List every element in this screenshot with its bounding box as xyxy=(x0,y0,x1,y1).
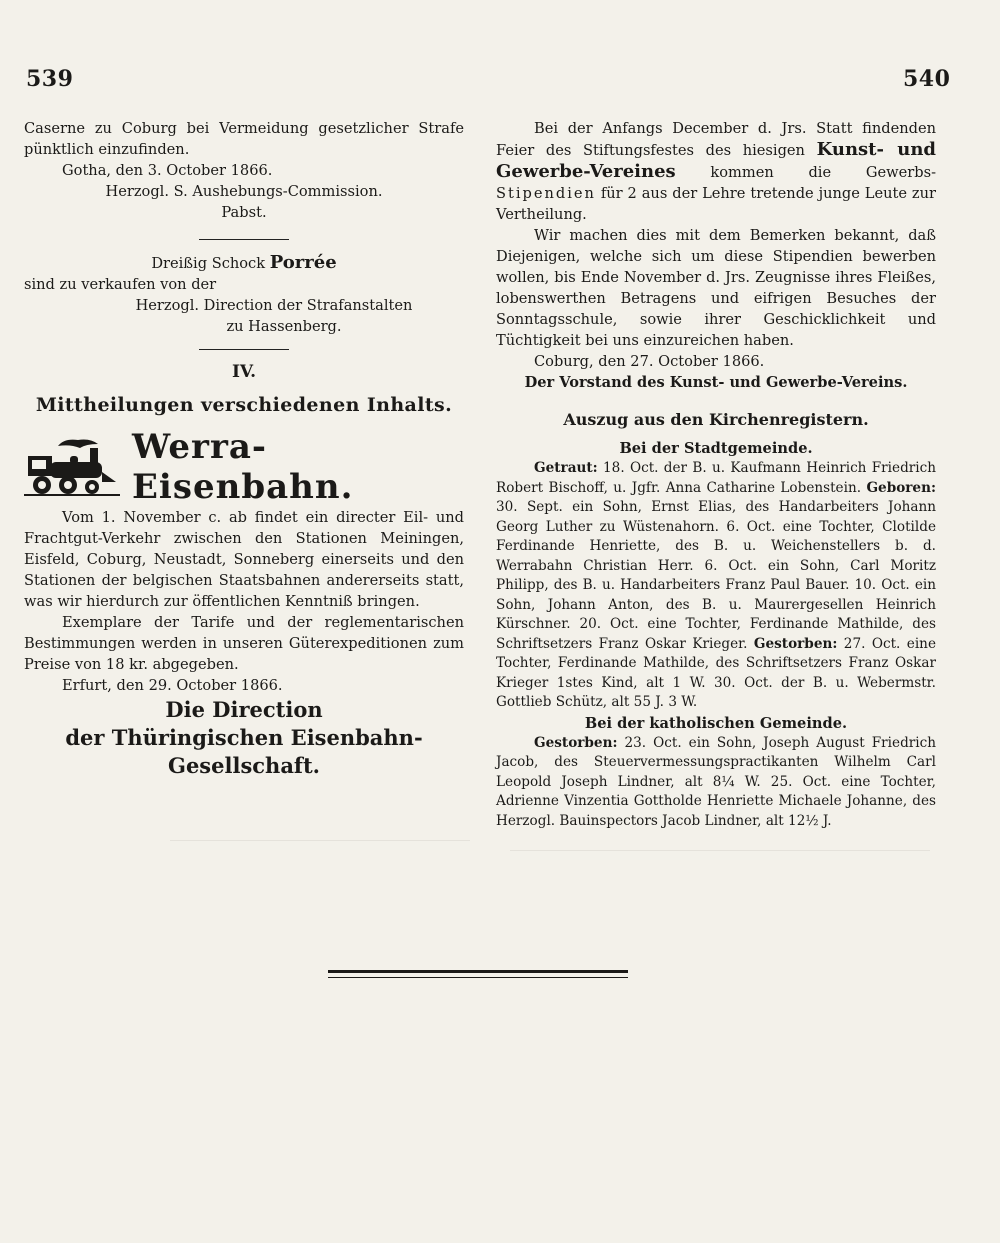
born-label: Geboren: xyxy=(866,479,936,496)
stipend-text-b: kommen die Gewerbs- xyxy=(710,164,936,181)
left-column xyxy=(24,118,464,780)
stipend-paragraph-2: Wir machen dies mit dem Bemerken bekannt, daß Diejenigen, welche sich um diese Stipendien bewerben wollen, bis Ende November d. Jrs. Zeugnisse ihres Fleißes, lobenswerthen Betragens und eifrigen Besuches der Sonntagsschule, sowie ihrer Geschicklichkeit und Tüchtigkeit bei uns einzureichen haben. xyxy=(496,227,936,349)
porree-line1-text: Dreißig Schock xyxy=(151,255,266,272)
stipend-text-a: Bei der Anfangs December d. Jrs. Statt findenden Feier des Stiftungsfestes des hiesigen xyxy=(496,120,936,159)
register-city-entries xyxy=(496,459,936,713)
stipend-word: Stipendien xyxy=(496,185,596,202)
railway-signature-3: Gesellschaft. xyxy=(168,753,320,778)
page-number-right: 540 xyxy=(903,66,951,92)
bleed-through-lower-right xyxy=(510,850,930,1131)
born-text: 30. Sept. ein Sohn, Ernst Elias, des Handarbeiters Johann Georg Luther zu Wüstenahorn. 6. Oct. eine Tochter, Clotilde Ferdinande Henriette, des B. u. Weichenstellers b. d. Werrabahn Christian Herr. 6. Oct. ein Sohn, Carl Moritz Philipp, des B. u. Handarbeiters Franz Paul Bauer. 10. Oct. ein Sohn, Johann Anton, des B. u. Maurergesellen Heinrich Kürschner. 20. Oct. eine Tochter, Ferdinande Mathilde, des Schriftsetzers Franz Oskar Krieger. xyxy=(496,499,936,652)
notice-date: Gotha, den 3. October 1866. xyxy=(62,162,273,179)
section-heading: Mittheilungen verschiedenen Inhalts. xyxy=(35,394,453,416)
railway-title-row xyxy=(24,427,464,507)
register-subheading-catholic: Bei der katholischen Gemeinde. xyxy=(584,714,848,732)
railway-paragraph-2: Exemplare der Tarife und der reglementarischen Bestimmungen werden in unseren Güterexpeditionen zum Preise von 18 kr. abgegeben. xyxy=(24,614,464,673)
locomotive-icon xyxy=(24,436,120,498)
page-number-left: 539 xyxy=(26,66,74,92)
railway-title: Werra-Eisenbahn. xyxy=(132,427,354,507)
register-heading: Auszug aus den Kirchenregistern. xyxy=(563,410,869,429)
porree-line3: Herzogl. Direction der Strafanstalten xyxy=(135,297,413,314)
railway-date: Erfurt, den 29. October 1866. xyxy=(62,677,283,694)
railway-signature-1: Die Direction xyxy=(165,697,323,722)
stipend-association: Kunst- und Gewerbe-Vereines xyxy=(496,139,937,182)
railway-paragraph-1: Vom 1. November c. ab findet ein directer Eil- und Frachtgut-Verkehr zwischen den Stationen Meiningen, Eisfeld, Coburg, Neustadt, Sonneberg einerseits und den Stationen der belgischen Staatsbahnen andererseits statt, was wir hierdurch zur öffentlichen Kenntniß bringen. xyxy=(24,509,464,610)
deceased-text: 27. Oct. eine Tochter, Ferdinande Mathilde, des Schriftsetzers Franz Oskar Krieger 1stes Kind, alt 1 W. 30. Oct. der B. u. Webermstr. Gottlieb Schütz, alt 55 J. 3 W. xyxy=(496,635,936,710)
stipend-paragraph-1 xyxy=(496,118,936,225)
porree-line1 xyxy=(24,252,464,274)
stipend-date: Coburg, den 27. October 1866. xyxy=(534,353,765,370)
register-subheading-city: Bei der Stadtgemeinde. xyxy=(619,440,813,457)
deceased-label: Gestorben: xyxy=(534,734,618,751)
stipend-signature: Der Vorstand des Kunst- und Gewerbe-Vereins. xyxy=(524,374,908,391)
register-catholic-entries xyxy=(496,734,936,832)
deceased-label: Gestorben: xyxy=(753,635,838,652)
bleed-through-lower-left xyxy=(170,840,470,1091)
porree-word: Porrée xyxy=(269,252,337,273)
right-column xyxy=(496,118,936,831)
section-number: IV. xyxy=(231,362,257,382)
married-text: 18. Oct. der B. u. Kaufmann Heinrich Friedrich Robert Bischoff, u. Jgfr. Anna Catharine Lobenstein. xyxy=(496,460,936,496)
porree-line4: zu Hassenberg. xyxy=(226,318,342,335)
notice-name: Pabst. xyxy=(221,204,267,221)
porree-line2: sind zu verkaufen von der xyxy=(24,276,217,293)
notice-text: Caserne zu Coburg bei Vermeidung gesetzlicher Strafe pünktlich einzufinden. xyxy=(24,120,464,158)
deceased-text: 23. Oct. ein Sohn, Joseph August Friedrich Jacob, des Steuervermessungspractikanten Wilhelm Carl Leopold Joseph Lindner, alt 8¼ W. 25. Oct. eine Tochter, Adrienne Vinzentia Gottholde Henriette Michaele Johanne, des Herzogl. Bauinspectors Jacob Lindner, alt 12½ J. xyxy=(496,734,936,829)
divider xyxy=(199,239,289,240)
railway-signature-2: der Thüringischen Eisenbahn- xyxy=(65,725,423,750)
notice-signature: Herzogl. S. Aushebungs-Commission. xyxy=(105,183,383,200)
married-label: Getraut: xyxy=(534,460,598,476)
stipend-text-c: für 2 aus der Lehre tretende junge Leute zur Vertheilung. xyxy=(496,185,936,223)
divider xyxy=(199,349,289,350)
